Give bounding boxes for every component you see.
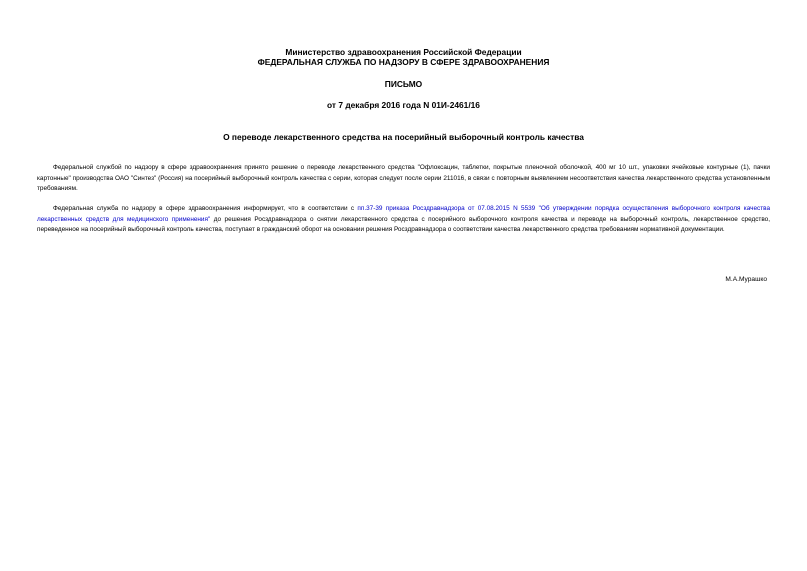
paragraph-decision: Федеральной службой по надзору в сфере здравоохранения принято решение о переводе лекарственного средства "Офлоксацин, таблетки, покрытые пленочной оболочкой, 400 мг 10 шт., упаковки ячейковые контурные (1), пачки картонные" производства ОАО "Синтез" (Россия) на посерийный выборочный контроль качества с серии, которая следует после серии 211016, в связи с повторным выявлением несоответствия качества лекарственного средства установленным требованиям.	[37, 164, 770, 192]
paragraph-text-before-link: Федеральная служба по надзору в сфере здравоохранения информирует, что в соответствии с	[53, 205, 358, 212]
paragraph-information	[37, 204, 770, 236]
signature: М.А.Мурашко	[725, 276, 767, 283]
document-type: ПИСЬМО	[384, 79, 423, 89]
ministry-title: Министерство здравоохранения Российской Федерации	[285, 47, 522, 57]
service-title: ФЕДЕРАЛЬНАЯ СЛУЖБА ПО НАДЗОРУ В СФЕРЕ ЗДРАВООХРАНЕНИЯ	[257, 57, 550, 67]
paragraph-text-after-link: до решения Росздравнадзора о снятии лекарственного средства с посерийного выборочного контроля качества и переводе на выборочный контроль, лекарственное средство, переведенное на посерийный выборочный контроль качества, поступает в гражданский оборот на основании решения Росздравнадзора о соответствии качества лекарственного средства требованиям нормативной документации.	[37, 215, 770, 233]
document-subject: О переводе лекарственного средства на посерийный выборочный контроль качества	[223, 132, 584, 142]
document-date-number: от 7 декабря 2016 года N 01И-2461/16	[327, 100, 480, 110]
order-5539-link[interactable]: пп.37-39 приказа Росздравнадзора от 07.08.2015 N 5539 "Об утверждении порядка осуществления выборочного контроля качества лекарственных средств для медицинского применения"	[37, 205, 770, 223]
document-page	[37, 0, 770, 571]
